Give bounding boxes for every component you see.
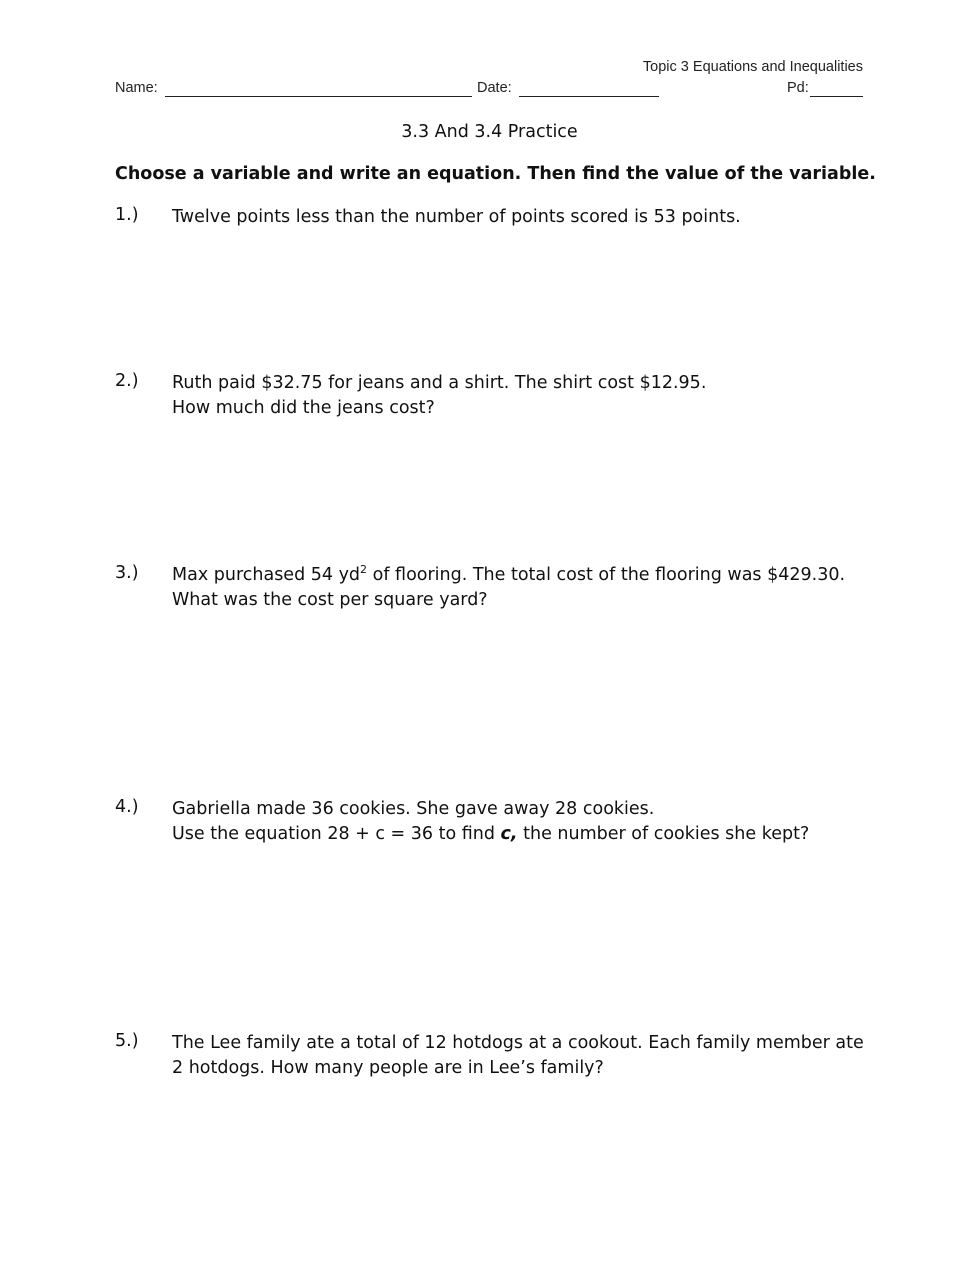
question-4-text: [172, 797, 809, 847]
question-5-number: 5.): [115, 1031, 139, 1051]
question-4-line-1: Gabriella made 36 cookies. She gave away 28 cookies.: [172, 799, 655, 819]
period-label: Pd:: [787, 80, 809, 96]
question-3-line-1-start: Max purchased 54 yd: [172, 565, 361, 585]
question-2-text: [172, 371, 706, 421]
question-2-line-2: How much did the jeans cost?: [172, 398, 435, 418]
question-3-text: [172, 563, 845, 613]
instructions: Choose a variable and write an equation. Then find the value of the variable.: [115, 164, 876, 184]
question-5-text: [172, 1031, 864, 1081]
variable-c: c,: [500, 824, 518, 844]
topic-heading: Topic 3 Equations and Inequalities: [642, 59, 863, 75]
question-3-line-2: What was the cost per square yard?: [172, 590, 488, 610]
date-field[interactable]: [519, 96, 659, 97]
question-4-line-2-end: the number of cookies she kept?: [517, 824, 810, 844]
question-4-line-2: [172, 822, 809, 847]
question-5-line-1: The Lee family ate a total of 12 hotdogs at a cookout. Each family member ate: [172, 1033, 864, 1053]
period-field[interactable]: [810, 96, 863, 97]
name-label: Name:: [115, 80, 158, 96]
question-2-number: 2.): [115, 371, 139, 391]
question-3-line-1: [172, 563, 845, 588]
question-1-line-1: Twelve points less than the number of points scored is 53 points.: [172, 207, 741, 227]
date-label: Date:: [477, 80, 512, 96]
name-field[interactable]: [165, 96, 472, 97]
squared-superscript: 2: [360, 563, 368, 576]
question-1-text: [172, 205, 741, 230]
question-2-line-1: Ruth paid $32.75 for jeans and a shirt. The shirt cost $12.95.: [172, 373, 707, 393]
question-4-number: 4.): [115, 797, 139, 817]
question-1-number: 1.): [115, 205, 139, 225]
worksheet-title: 3.3 And 3.4 Practice: [401, 122, 578, 142]
question-3-number: 3.): [115, 563, 139, 583]
question-5-line-2: 2 hotdogs. How many people are in Lee’s family?: [172, 1058, 604, 1078]
question-3-line-1-end: of flooring. The total cost of the flooring was $429.30.: [367, 565, 846, 585]
question-4-line-2-start: Use the equation 28 + c = 36 to find: [172, 824, 501, 844]
